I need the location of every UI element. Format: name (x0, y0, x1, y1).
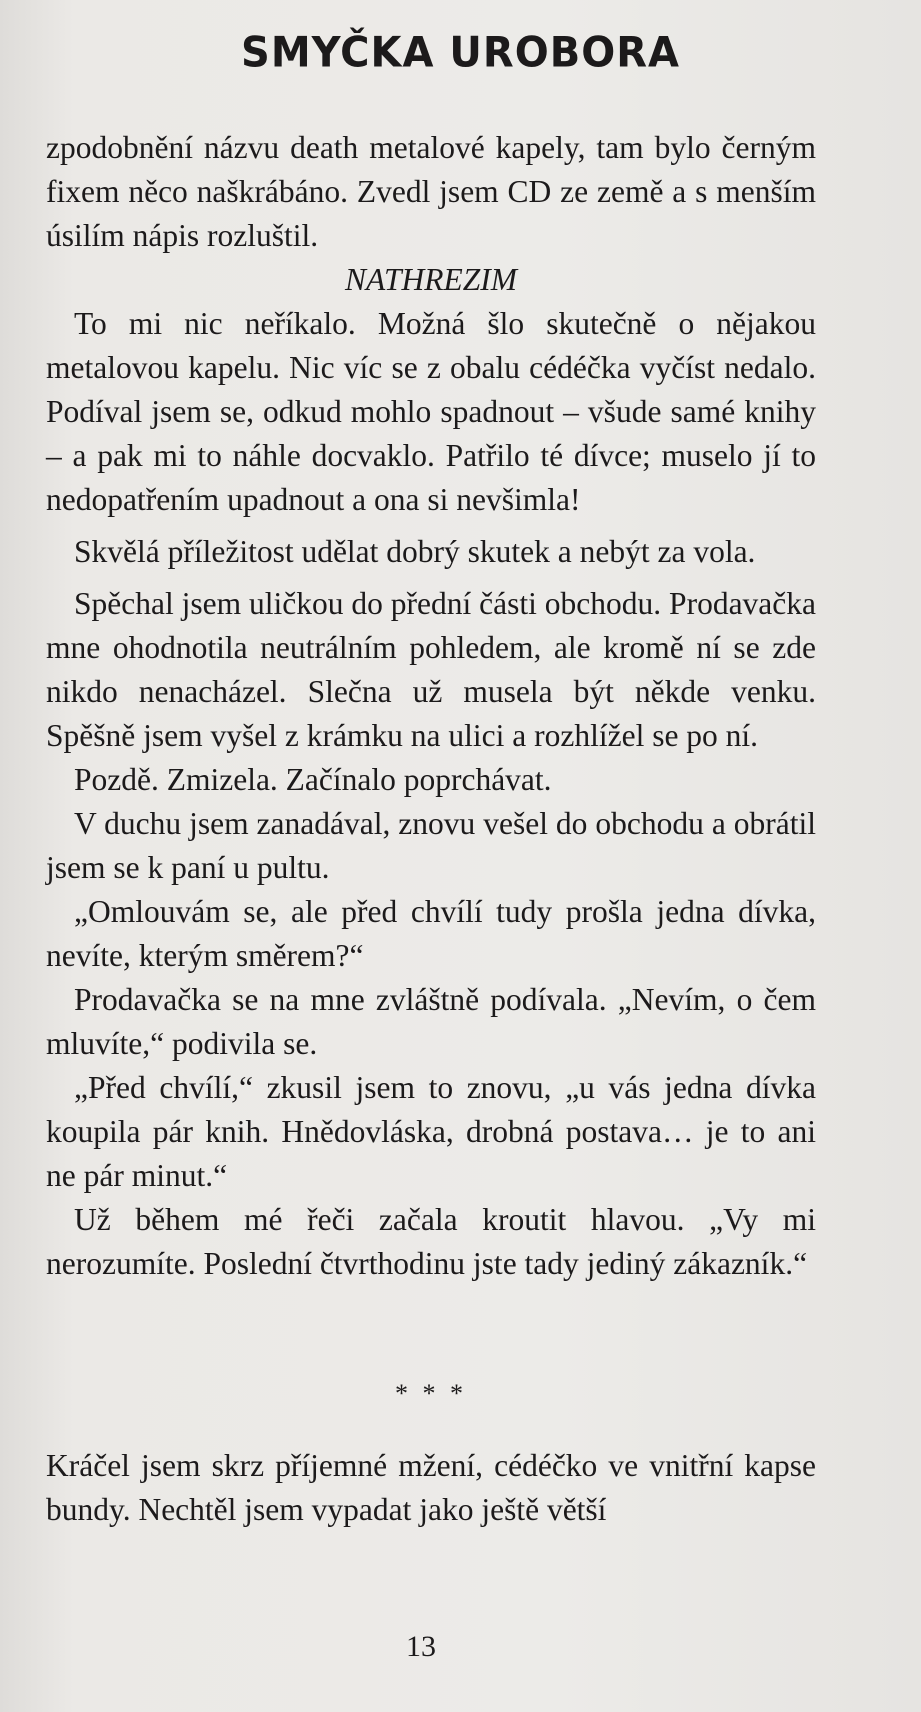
paragraph: To mi nic neříkalo. Možná šlo skutečně o nějakou metalovou kapelu. Nic víc se z obalu cédéčka vyčíst nedalo. Podíval jsem se, odkud mohlo spadnout – všude samé knihy – a pak mi to náhle docvaklo. Patřilo té dívce; muselo jí to nedopatřením upadnout a ona si nevšimla! (46, 306, 816, 517)
paragraph: Už během mé řeči začala kroutit hlavou. „Vy mi nerozumíte. Poslední čtvrthodinu jste tady jediný zákazník.“ (46, 1202, 816, 1281)
paragraph: V duchu jsem zanadával, znovu vešel do obchodu a obrátil jsem se k paní u pultu. (46, 806, 816, 885)
paragraph: Skvělá příležitost udělat dobrý skutek a nebýt za vola. (74, 534, 756, 569)
paragraph: Spěchal jsem uličkou do přední části obchodu. Prodavačka mne ohodnotila neutrálním pohledem, ale kromě ní se zde nikdo nenacházel. Slečna už musela být někde venku. Spěšně jsem vyšel z krámku na ulici a rozhlížel se po ní. (46, 586, 816, 753)
body-text (46, 126, 816, 1532)
paragraph: Kráčel jsem skrz příjemné mžení, cédéčko ve vnitřní kapse bundy. Nechtěl jsem vypadat jako ještě větší (46, 1448, 816, 1527)
paragraph: „Omlouvám se, ale před chvílí tudy prošla jedna dívka, nevíte, kterým směrem?“ (46, 894, 816, 973)
running-header: SMYČKA UROBORA (241, 28, 680, 78)
paragraph: Prodavačka se na mne zvláštně podívala. „Nevím, o čem mluvíte,“ podivila se. (46, 982, 816, 1061)
paragraph: „Před chvílí,“ zkusil jsem to znovu, „u vás jedna dívka koupila pár knih. Hnědovláska, drobná postava… je to ani ne pár minut.“ (46, 1070, 816, 1193)
paragraph: Pozdě. Zmizela. Začínalo poprchávat. (74, 762, 552, 797)
inscription-nathrezim: NATHREZIM (344, 262, 518, 297)
paragraph: zpodobnění názvu death metalové kapely, tam bylo černým fixem něco naškrábáno. Zvedl jsem CD ze země a s menším úsilím nápis rozluštil. (46, 130, 816, 253)
page-number: 13 (406, 1630, 436, 1663)
section-break: * * * (395, 1379, 467, 1408)
